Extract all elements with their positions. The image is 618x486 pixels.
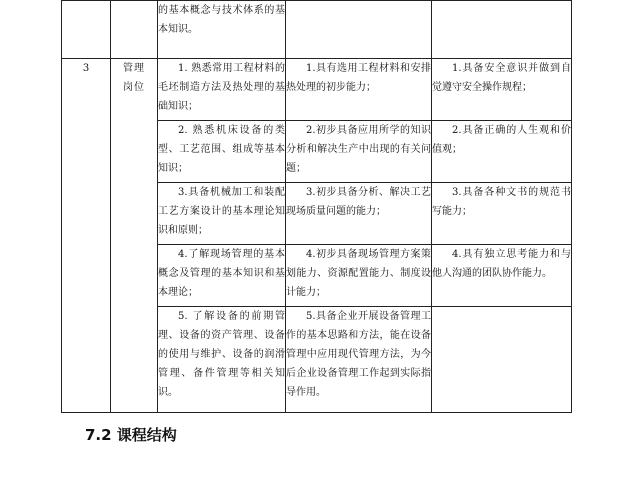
- ability-cell: [286, 1, 432, 59]
- table-row: [62, 59, 572, 121]
- quality-cell: 2.具备正确的人生观和价值观；: [432, 121, 572, 183]
- role-label: 管理岗位: [123, 63, 145, 93]
- row-number-cell: 3: [62, 59, 111, 413]
- ability-cell: 3.初步具备分析、解决工艺现场质量问题的能力；: [286, 183, 432, 245]
- empty-role-cell: [111, 1, 158, 59]
- quality-cell: 4.具有独立思考能力和与他人沟通的团队协作能力。: [432, 245, 572, 307]
- quality-cell: 3.具备各种文书的规范书写能力；: [432, 183, 572, 245]
- knowledge-cell: 的基本概念与技术体系的基本知识。: [158, 1, 286, 59]
- quality-cell: 1.具备安全意识并做到自觉遵守安全操作规程；: [432, 59, 572, 121]
- knowledge-cell: 4.了解现场管理的基本概念及管理的基本知识和基本理论；: [158, 245, 286, 307]
- ability-cell: 1.具有选用工程材料和安排热处理的初步能力；: [286, 59, 432, 121]
- ability-cell: 5.具备企业开展设备管理工作的基本思路和方法，能在设备管理中应用现代管理方法，为今后企业设备管理工作起到实际指导作用。: [286, 307, 432, 413]
- section-title: 7.2 课程结构: [85, 426, 177, 444]
- role-cell: [111, 59, 158, 413]
- table-row-continuation: [62, 1, 572, 59]
- knowledge-cell: 3.具备机械加工和装配工艺方案设计的基本理论知识和原则；: [158, 183, 286, 245]
- knowledge-cell: 2. 熟悉机床设备的类型、工艺范围、组成等基本知识；: [158, 121, 286, 183]
- knowledge-cell: 1. 熟悉常用工程材料的毛坯制造方法及热处理的基础知识；: [158, 59, 286, 121]
- quality-cell: [432, 307, 572, 413]
- knowledge-cell: 5. 了解设备的前期管理、设备的资产管理、设备的使用与维护、设备的润滑管理、备件管理等相关知识。: [158, 307, 286, 413]
- empty-number-cell: [62, 1, 111, 59]
- quality-cell: [432, 1, 572, 59]
- curriculum-table: [61, 0, 572, 413]
- ability-cell: 4.初步具备现场管理方案策划能力、资源配置能力、制度设计能力；: [286, 245, 432, 307]
- ability-cell: 2.初步具备应用所学的知识分析和解决生产中出现的有关问题；: [286, 121, 432, 183]
